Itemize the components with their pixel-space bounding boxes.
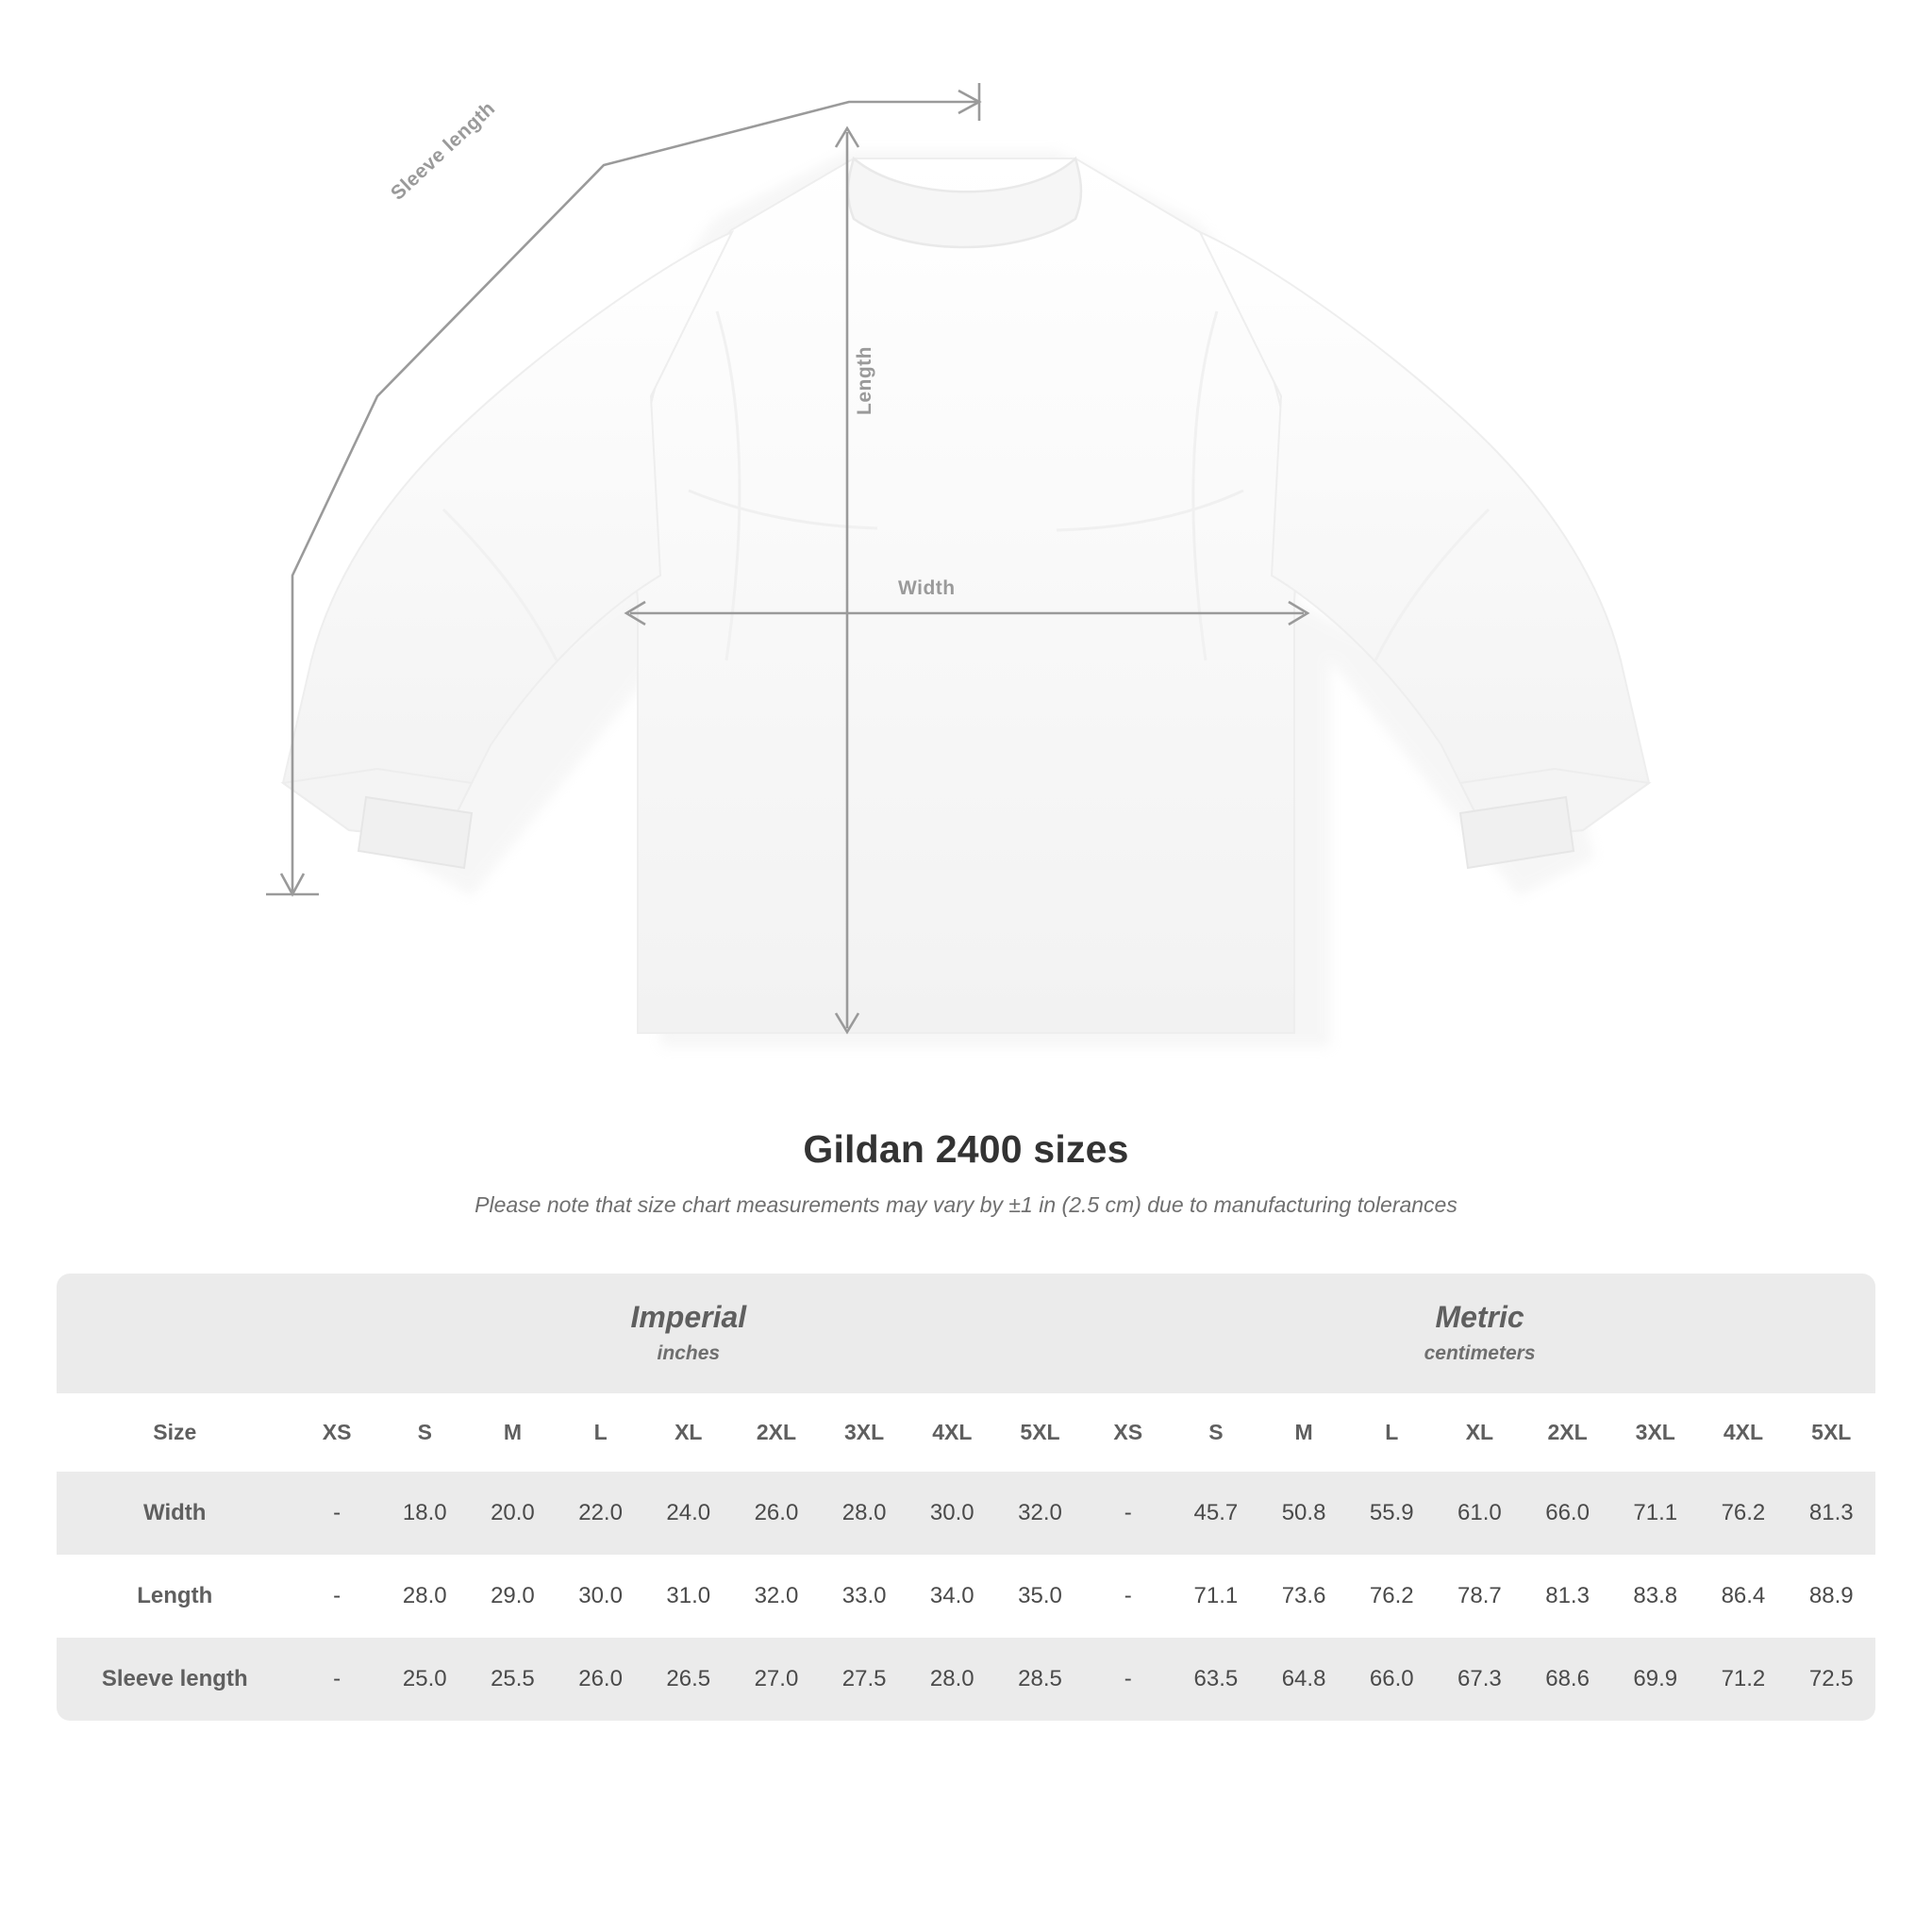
tolerance-note: Please note that size chart measurements may vary by ±1 in (2.5 cm) due to manufacturing tolerances — [475, 1192, 1457, 1217]
cell-width-8: 32.0 — [996, 1472, 1084, 1555]
cell-sleeve-12: 66.0 — [1348, 1638, 1436, 1721]
cell-sleeve-13: 67.3 — [1436, 1638, 1524, 1721]
cell-sleeve-14: 68.6 — [1524, 1638, 1611, 1721]
column-header-size-4: XL — [644, 1393, 732, 1472]
column-header-size-17: 5XL — [1788, 1393, 1875, 1472]
cell-sleeve-8: 28.5 — [996, 1638, 1084, 1721]
cell-width-0: - — [293, 1472, 381, 1555]
unit-group-imperial-name: Imperial — [630, 1300, 747, 1334]
row-header-sleeve-length: Sleeve length — [57, 1638, 293, 1721]
column-header-size-0: XS — [293, 1393, 381, 1472]
row-header-width: Width — [57, 1472, 293, 1555]
column-header-size: Size — [57, 1393, 293, 1472]
unit-group-spacer — [57, 1274, 293, 1393]
cell-width-10: 45.7 — [1172, 1472, 1259, 1555]
cell-width-14: 66.0 — [1524, 1472, 1611, 1555]
table-row — [57, 1555, 1875, 1638]
cell-width-17: 81.3 — [1788, 1472, 1875, 1555]
sleeve-length-dimension-label: Sleeve length — [387, 97, 500, 205]
size-table — [57, 1274, 1875, 1721]
cell-length-5: 32.0 — [732, 1555, 820, 1638]
cell-length-0: - — [293, 1555, 381, 1638]
unit-group-row — [57, 1274, 1875, 1393]
table-row — [57, 1638, 1875, 1721]
unit-group-metric — [1084, 1274, 1875, 1393]
unit-group-metric-sub: centimeters — [1424, 1342, 1536, 1364]
cell-length-7: 34.0 — [908, 1555, 996, 1638]
unit-group-metric-name: Metric — [1435, 1300, 1524, 1334]
cell-sleeve-0: - — [293, 1638, 381, 1721]
column-header-size-1: S — [381, 1393, 469, 1472]
cell-length-3: 30.0 — [557, 1555, 644, 1638]
cell-sleeve-4: 26.5 — [644, 1638, 732, 1721]
cell-width-4: 24.0 — [644, 1472, 732, 1555]
column-header-size-15: 3XL — [1611, 1393, 1699, 1472]
cell-width-16: 76.2 — [1699, 1472, 1787, 1555]
size-header-row — [57, 1393, 1875, 1472]
cell-width-11: 50.8 — [1259, 1472, 1347, 1555]
column-header-size-8: 5XL — [996, 1393, 1084, 1472]
title-block — [0, 1127, 1932, 1218]
cell-length-14: 81.3 — [1524, 1555, 1611, 1638]
cell-length-2: 29.0 — [469, 1555, 557, 1638]
cell-width-9: - — [1084, 1472, 1172, 1555]
column-header-size-12: L — [1348, 1393, 1436, 1472]
column-header-size-11: M — [1259, 1393, 1347, 1472]
unit-group-imperial-sub: inches — [657, 1342, 721, 1364]
cell-length-13: 78.7 — [1436, 1555, 1524, 1638]
cell-sleeve-3: 26.0 — [557, 1638, 644, 1721]
width-dimension-label: Width — [898, 577, 956, 599]
cell-width-3: 22.0 — [557, 1472, 644, 1555]
size-table-container — [57, 1274, 1875, 1721]
cell-length-15: 83.8 — [1611, 1555, 1699, 1638]
cell-sleeve-16: 71.2 — [1699, 1638, 1787, 1721]
column-header-size-16: 4XL — [1699, 1393, 1787, 1472]
cell-length-6: 33.0 — [821, 1555, 908, 1638]
cell-width-12: 55.9 — [1348, 1472, 1436, 1555]
cell-length-9: - — [1084, 1555, 1172, 1638]
cell-length-10: 71.1 — [1172, 1555, 1259, 1638]
cell-width-2: 20.0 — [469, 1472, 557, 1555]
cell-length-1: 28.0 — [381, 1555, 469, 1638]
column-header-size-10: S — [1172, 1393, 1259, 1472]
cell-length-17: 88.9 — [1788, 1555, 1875, 1638]
cell-sleeve-2: 25.5 — [469, 1638, 557, 1721]
column-header-size-2: M — [469, 1393, 557, 1472]
table-row — [57, 1472, 1875, 1555]
cell-length-8: 35.0 — [996, 1555, 1084, 1638]
cell-width-7: 30.0 — [908, 1472, 996, 1555]
row-header-length: Length — [57, 1555, 293, 1638]
column-header-size-9: XS — [1084, 1393, 1172, 1472]
cell-sleeve-11: 64.8 — [1259, 1638, 1347, 1721]
cell-width-15: 71.1 — [1611, 1472, 1699, 1555]
column-header-size-7: 4XL — [908, 1393, 996, 1472]
cell-length-4: 31.0 — [644, 1555, 732, 1638]
cell-sleeve-1: 25.0 — [381, 1638, 469, 1721]
cell-sleeve-5: 27.0 — [732, 1638, 820, 1721]
cell-sleeve-7: 28.0 — [908, 1638, 996, 1721]
page-title: Gildan 2400 sizes — [803, 1127, 1129, 1171]
cell-width-6: 28.0 — [821, 1472, 908, 1555]
cell-width-1: 18.0 — [381, 1472, 469, 1555]
cell-sleeve-17: 72.5 — [1788, 1638, 1875, 1721]
unit-group-imperial — [293, 1274, 1085, 1393]
column-header-size-3: L — [557, 1393, 644, 1472]
column-header-size-13: XL — [1436, 1393, 1524, 1472]
cell-sleeve-9: - — [1084, 1638, 1172, 1721]
length-dimension-label: Length — [854, 346, 875, 415]
cell-sleeve-10: 63.5 — [1172, 1638, 1259, 1721]
cell-length-16: 86.4 — [1699, 1555, 1787, 1638]
column-header-size-14: 2XL — [1524, 1393, 1611, 1472]
column-header-size-6: 3XL — [821, 1393, 908, 1472]
cell-length-12: 76.2 — [1348, 1555, 1436, 1638]
cell-width-13: 61.0 — [1436, 1472, 1524, 1555]
column-header-size-5: 2XL — [732, 1393, 820, 1472]
cell-sleeve-6: 27.5 — [821, 1638, 908, 1721]
cell-width-5: 26.0 — [732, 1472, 820, 1555]
cell-length-11: 73.6 — [1259, 1555, 1347, 1638]
cell-sleeve-15: 69.9 — [1611, 1638, 1699, 1721]
